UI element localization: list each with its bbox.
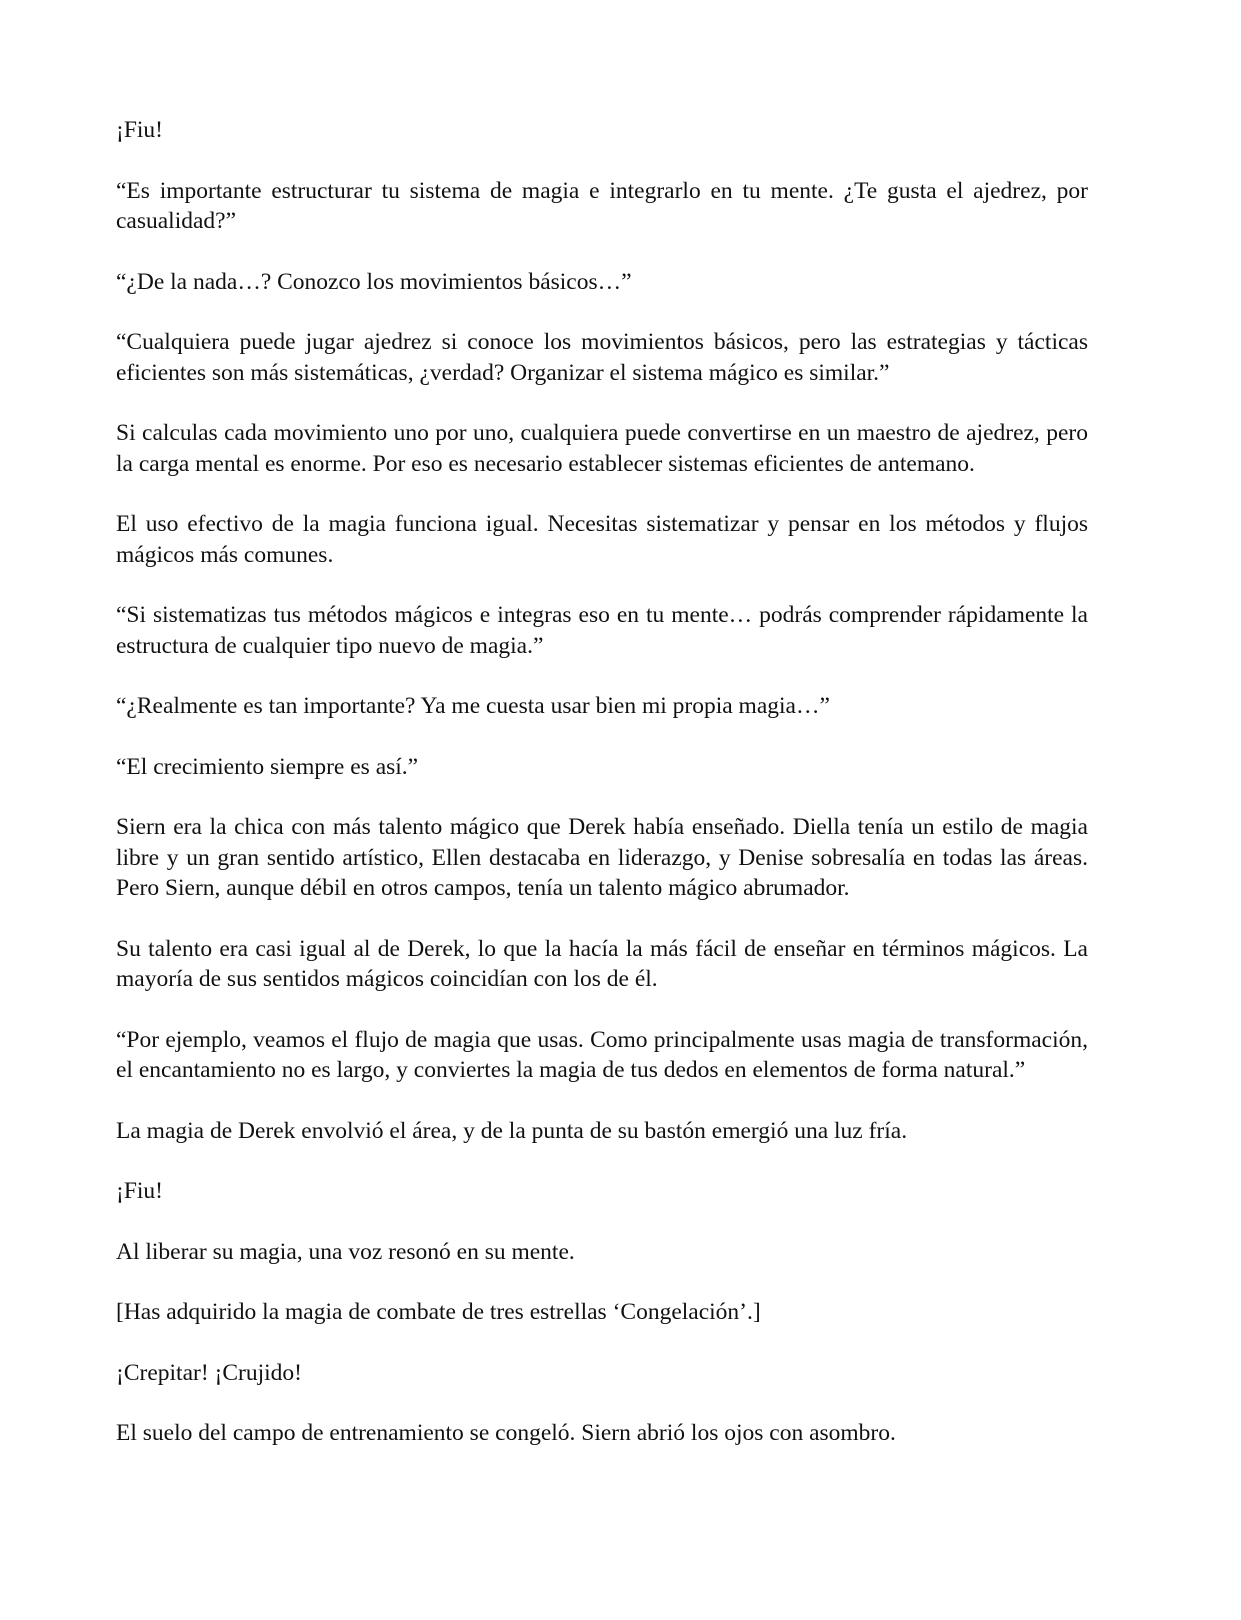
paragraph: “Cualquiera puede jugar ajedrez si conoce los movimientos básicos, pero las estrategias y tácticas eficientes son más sistemáticas, ¿verdad? Organizar el sistema mágico es similar.” [116, 329, 1088, 386]
paragraph: “Por ejemplo, veamos el flujo de magia que usas. Como principalmente usas magia de transformación, el encantamiento no es largo, y conviertes la magia de tus dedos en elementos de forma natural.” [116, 1026, 1088, 1083]
paragraph: El suelo del campo de entrenamiento se congeló. Siern abrió los ojos con asombro. [116, 1420, 896, 1446]
paragraph: “Si sistematizas tus métodos mágicos e integras eso en tu mente… podrás comprender rápidamente la estructura de cualquier tipo nuevo de magia.” [116, 602, 1088, 659]
paragraph: ¡Fiu! [116, 1178, 163, 1204]
paragraph: ¡Fiu! [116, 117, 163, 143]
document-body [116, 115, 1088, 1479]
paragraph: Su talento era casi igual al de Derek, lo que la hacía la más fácil de enseñar en términos mágicos. La mayoría de sus sentidos mágicos coincidían con los de él. [116, 935, 1088, 992]
paragraph: El uso efectivo de la magia funciona igual. Necesitas sistematizar y pensar en los métodos y flujos mágicos más comunes. [116, 511, 1088, 568]
paragraph: La magia de Derek envolvió el área, y de la punta de su bastón emergió una luz fría. [116, 1117, 908, 1144]
paragraph: “¿De la nada…? Conozco los movimientos básicos…” [116, 268, 632, 295]
paragraph: Si calculas cada movimiento uno por uno, cualquiera puede convertirse en un maestro de ajedrez, pero la carga mental es enorme. Por eso es necesario establecer sistemas eficientes de antemano. [116, 420, 1088, 477]
paragraph: ¡Crepitar! ¡Crujido! [116, 1359, 302, 1386]
paragraph: “Es importante estructurar tu sistema de magia e integrarlo en tu mente. ¿Te gusta el ajedrez, por casualidad?” [116, 177, 1088, 234]
paragraph: Al liberar su magia, una voz resonó en su mente. [116, 1238, 575, 1265]
paragraph: [Has adquirido la magia de combate de tres estrellas ‘Congelación’.] [116, 1299, 761, 1325]
paragraph: Siern era la chica con más talento mágico que Derek había enseñado. Diella tenía un estilo de magia libre y un gran sentido artístico, Ellen destacaba en liderazgo, y Denise sobresalía en todas las áreas. Pero Siern, aunque débil en otros campos, tenía un talento mágico abrumador. [116, 814, 1088, 901]
paragraph: “¿Realmente es tan importante? Ya me cuesta usar bien mi propia magia…” [116, 693, 830, 719]
paragraph: “El crecimiento siempre es así.” [116, 753, 419, 780]
